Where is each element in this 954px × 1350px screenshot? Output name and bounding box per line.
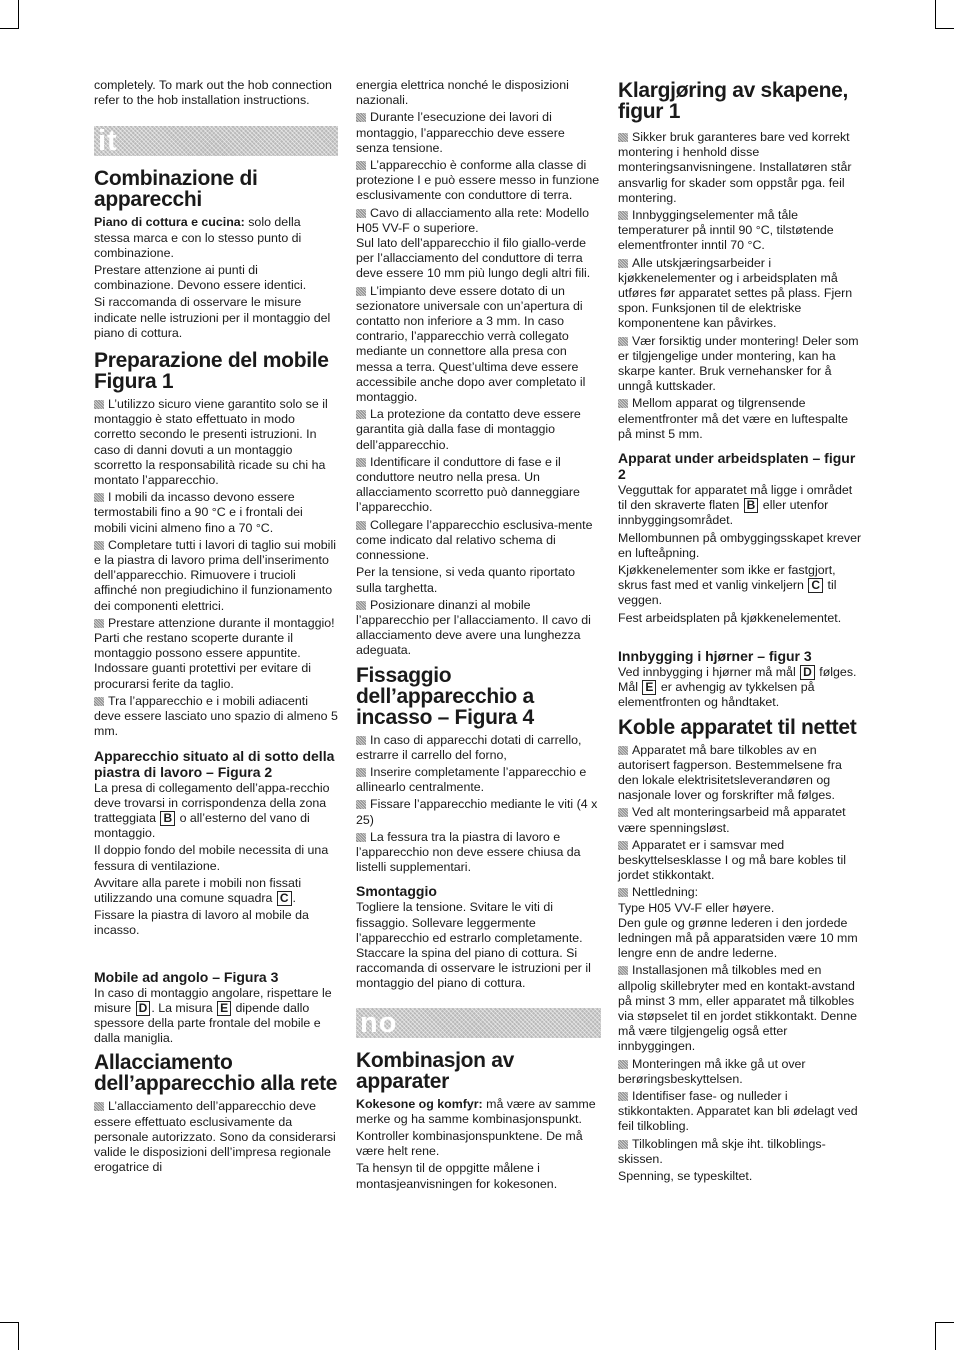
label-box-d: D [800, 665, 815, 680]
text: Ved innbygging i hjørner må mål [618, 664, 796, 679]
bullet-item [356, 284, 601, 406]
bullet-icon [356, 458, 366, 467]
text: Installasjonen må tilkobles med en allpolig skillebryter med en kontakt-avstand på minst 3 mm, eller apparatet må tilkobles via støpselet til en jordet stikkontakt. Denne må være tilgjengelig også etter innbyggingen. [618, 963, 857, 1054]
bullet-icon [618, 133, 628, 142]
bullet-item [356, 110, 601, 156]
text: La protezione da contatto deve essere garantita già dalla fase di montaggio dell’apparecchio. [356, 407, 581, 452]
bullet-icon [356, 601, 366, 610]
text: Sikker bruk garanteres bare ved korrekt montering i henhold disse monteringsanvisningene. Installatøren står ansvarlig for skader som oppstår pga. feil montering. [618, 130, 852, 205]
bullet-icon [94, 493, 104, 502]
paragraph: Per la tensione, si veda quanto riportato sulla targhetta. [356, 565, 576, 595]
text: må være av samme merke og ha samme kombinasjonspunkt. [356, 1096, 596, 1126]
heading-combinazione: Combinazione di apparecchi [94, 167, 258, 212]
paragraph: Il doppio fondo del mobile necessita di una fessura di ventilazione. [94, 843, 329, 873]
bullet-icon [618, 808, 628, 817]
paragraph [94, 781, 338, 842]
bullet-item [618, 334, 862, 395]
text: Apparatet er i samsvar med beskyttelsesklasse I og må bare kobles til jordet stikkontakt. [618, 837, 846, 883]
bullet-icon [356, 833, 366, 842]
paragraph: Mellombunnen på ombyggingsskapet krever en lufteåpning. [618, 530, 862, 560]
text: solo della stessa marca e con lo stesso punto di combinazione. [94, 215, 302, 260]
paragraph [618, 665, 862, 711]
language-banner-it [94, 126, 338, 156]
paragraph [356, 1097, 601, 1127]
heading-smontaggio: Smontaggio [356, 883, 437, 900]
bullet-icon [94, 619, 104, 628]
text: L’impianto deve essere dotato di un sezionatore universale con un’apertura di contatto non inferiore a 3 mm. In caso contrario, l’apparecchio verrà collegato mediante un connettore alla presa con messa a terra. Quest’ultima deve essere accessibile anche dopo aver completato il montaggio. [356, 283, 586, 405]
paragraph [94, 986, 338, 1047]
crop-mark-bottom-right-h [935, 1322, 954, 1323]
bullet-item [618, 1089, 862, 1135]
paragraph [94, 876, 338, 906]
label-box-c: C [808, 578, 823, 593]
bullet-item [618, 743, 862, 804]
bullet-icon [356, 736, 366, 745]
crop-mark-bottom-right [935, 1322, 936, 1350]
heading-koble: Koble apparatet til nettet [618, 715, 857, 739]
bullet-icon [94, 400, 104, 409]
bullet-item [618, 885, 862, 900]
bullet-icon [618, 399, 628, 408]
crop-mark-top-right-h [935, 28, 954, 29]
bullet-icon [618, 211, 628, 220]
bullet-icon [356, 521, 366, 530]
bullet-icon [618, 1092, 628, 1101]
text: til veggen. [618, 578, 837, 608]
bullet-item [618, 130, 862, 206]
text: Mellom apparat og tilgrensende elementfronter må det være en luftespalte på minst 5 mm. [618, 396, 849, 441]
text: dipende dallo spessore della parte frontale del mobile e dalla maniglia. [94, 1000, 321, 1046]
crop-mark-bottom-left [18, 1322, 19, 1350]
heading-allacciamento: Allacciamento dell’apparecchio alla rete [94, 1051, 338, 1096]
paragraph: Si raccomanda di osservare le misure indicate nelle istruzioni per il montaggio del piano di cottura. [94, 295, 331, 340]
text: o all’esterno del vano di montaggio. [94, 810, 310, 841]
bullet-item [356, 733, 601, 763]
text: følges. Mål [618, 664, 857, 695]
bullet-item [618, 1137, 862, 1167]
paragraph: energia elettrica nonché le disposizioni nazionali. [356, 78, 569, 108]
label-piano: Piano di cottura e cucina: [94, 215, 245, 230]
bullet-icon [356, 287, 366, 296]
text: Completare tutti i lavori di taglio sui mobili e la piastra di lavoro prima dell’inserimento dell’apparecchio. Rimuovere i trucioli affinché non pregiudichino il funzionamento dei componenti elettrici. [94, 537, 336, 613]
paragraph: Spenning, se typeskiltet. [618, 1168, 753, 1183]
bullet-icon [618, 746, 628, 755]
label-box-d: D [136, 1001, 151, 1016]
bullet-item [94, 1099, 338, 1175]
bullet-item [618, 208, 862, 254]
bullet-icon [356, 161, 366, 170]
bullet-item [356, 407, 601, 453]
bullet-item [356, 598, 601, 659]
text: Ved alt monteringsarbeid må apparatet være spenningsløst. [618, 805, 846, 835]
bullet-item [94, 397, 338, 488]
text: Tilkoblingen må skje iht. tilkoblings-skissen. [618, 1136, 826, 1166]
bullet-item [94, 616, 338, 692]
text: I mobili da incasso devono essere termostabili fino a 90 °C e i frontali dei mobili vicini almeno fino a 70 °C. [94, 490, 303, 535]
bullet-item [618, 838, 862, 884]
bullet-icon [356, 410, 366, 419]
bullet-item [618, 805, 862, 835]
label-box-e: E [217, 1001, 231, 1016]
heading-klargjoring: Klargjøring av skapene, figur 1 [618, 79, 849, 123]
bullet-icon [94, 697, 104, 706]
bullet-icon [356, 800, 366, 809]
crop-mark-bottom-left-h [0, 1322, 19, 1323]
heading-preparazione: Preparazione del mobile Figura 1 [94, 349, 329, 394]
label-kokesone: Kokesone og komfyr: [356, 1096, 483, 1111]
text: Collegare l’apparecchio esclusiva-mente come indicato dal relativo schema di connessione. [356, 517, 593, 563]
text: Innbyggingselementer må tåle temperaturer på inntil 90 °C, tilstøtende elementfronter inntil 70 °C. [618, 208, 834, 253]
bullet-item [356, 765, 601, 795]
bullet-item [94, 694, 338, 740]
bullet-item [618, 256, 862, 332]
paragraph: Kontroller kombinasjonspunktene. De må være helt rene. [356, 1128, 583, 1159]
text: . [292, 890, 296, 905]
text: L’allacciamento dell’apparecchio deve essere effettuato esclusivamente da personale autorizzato. Sono da considerarsi valide le disposizioni dell’impresa regionale erogatrice di [94, 1099, 336, 1175]
bullet-icon [356, 113, 366, 122]
crop-mark-top-right [935, 0, 936, 28]
bullet-item [94, 490, 338, 536]
text: Identificare il conduttore di fase e il conduttore neutro nella presa. Un allacciamento scorretto può danneggiare l’apparecchio. [356, 454, 580, 515]
bullet-item [618, 1057, 862, 1087]
bullet-item [356, 518, 601, 564]
paragraph: Prestare attenzione ai punti di combinazione. Devono essere identici. [94, 263, 307, 293]
text: Apparatet må bare tilkobles av en autorisert fagperson. Bestemmelsene fra den lokale elektrisitetsleverandøren og nasjonale lover og forskrifter må følges. [618, 742, 842, 803]
paragraph: Fissare la piastra di lavoro al mobile da incasso. [94, 908, 309, 938]
text: Durante l’esecuzione dei lavori di montaggio, l’apparecchio deve essere senza tensione. [356, 110, 565, 155]
column-2 [356, 78, 601, 1194]
paragraph: Sul lato dell’apparecchio il filo giallo-verde per l’allacciamento del conduttore di terra deve essere 10 mm più lungo degli altri fili. [356, 236, 591, 281]
text: . La misura [151, 1000, 213, 1015]
bullet-item [618, 396, 862, 442]
bullet-icon [94, 541, 104, 550]
text: Prestare attenzione durante il montaggio! Parti che restano scoperte durante il montaggio possono essere appuntite. Indossare guanti protettivi per evitare di procurarsi ferite da taglio. [94, 615, 335, 691]
text: Nettledning: [632, 885, 699, 900]
paragraph [94, 215, 338, 261]
paragraph: Fest arbeidsplaten på kjøkkenelementet. [618, 610, 842, 625]
text: In caso di apparecchi dotati di carrello, estrarre il carrello del forno, [356, 732, 582, 762]
label-box-b: B [744, 498, 759, 513]
text: Vær forsiktig under montering! Deler som er tilgjengelige under montering, kan ha skarpe kanter. Bruk vernehansker for å unngå kuttskader. [618, 333, 859, 394]
column-1 [94, 78, 338, 1177]
text: L’apparecchio è conforme alla classe di protezione I e può essere messo in funzione esclusivamente con conduttore di terra. [356, 158, 600, 203]
bullet-icon [618, 1060, 628, 1069]
paragraph: Togliere la tensione. Svitare le viti di fissaggio. Sollevare leggermente l’apparecchio ed estrarlo completamente. Staccare la spina del piano di cottura. Si raccomanda di osservare le istruzioni per il montaggio del piano di cottura. [356, 900, 591, 991]
crop-mark-top-left [18, 0, 19, 28]
bullet-item [356, 797, 601, 827]
bullet-icon [356, 768, 366, 777]
bullet-icon [618, 841, 628, 850]
text: eller utenfor innbyggingsområdet. [618, 498, 829, 528]
language-code: no [360, 1006, 398, 1039]
bullet-item [94, 538, 338, 614]
bullet-item [618, 963, 862, 1054]
paragraph: Den gule og grønne lederen i den jordede ledningen må på apparatsiden være 10 mm lengre enn de andre lederne. [618, 915, 858, 961]
bullet-item [356, 455, 601, 516]
paragraph [618, 483, 862, 529]
label-box-c: C [277, 891, 292, 906]
text: Fissare l’apparecchio mediante le viti (4 x 25) [356, 797, 598, 827]
intro-text: completely. To mark out the hob connection refer to the hob installation instructions. [94, 78, 332, 108]
bullet-icon [618, 888, 628, 897]
heading-apparat: Apparat under arbeidsplaten – figur 2 [618, 450, 856, 483]
label-box-b: B [160, 811, 175, 826]
text: Cavo di allacciamento alla rete: Modello H05 VV-F o superiore. [356, 205, 590, 235]
bullet-icon [618, 259, 628, 268]
bullet-item [356, 206, 601, 236]
text: L’utilizzo sicuro viene garantito solo se il montaggio è stato effettuato in modo corretto secondo le presenti istruzioni. In caso di danni dovuti a un montaggio scorretto la responsabilità ricade su chi ha montato l’apparecchio. [94, 397, 328, 488]
bullet-icon [94, 1102, 104, 1111]
text: Tra l’apparecchio e i mobili adiacenti deve essere lasciato uno spazio di almeno 5 mm. [94, 693, 338, 739]
text: La presa di collegamento dell’appa-recchio deve trovarsi in corrispondenza della zona tratteggiata [94, 780, 330, 825]
text: Identifiser fase- og nulleder i stikkontakten. Apparatet kan bli ødelagt ved feil tilkobling. [618, 1088, 858, 1134]
heading-angolo: Mobile ad angolo – Figura 3 [94, 968, 279, 985]
paragraph: Ta hensyn til de oppgitte målene i montasjeanvisningen for kokesonen. [356, 1161, 558, 1191]
heading-fissaggio: Fissaggio dell’apparecchio a incasso – Figura 4 [356, 663, 534, 729]
paragraph: Type H05 VV-F eller høyere. [618, 900, 775, 915]
bullet-icon [618, 966, 628, 975]
bullet-icon [618, 1140, 628, 1149]
text: Posizionare dinanzi al mobile l’apparecchio per l’allacciamento. Il cavo di allacciamento deve avere una lunghezza adeguata. [356, 597, 591, 658]
text: In caso di montaggio angolare, rispettare le misure [94, 985, 332, 1015]
language-code: it [98, 125, 118, 158]
text: Alle utskjæringsarbeider i kjøkkenelementer og i arbeidsplaten må utføres før apparatet settes på plass. Fjern spon. Funksjonen til de elektriske komponentene kan påvirkes. [618, 255, 853, 331]
heading-apparecchio: Apparecchio situato al di sotto della piastra di lavoro – Figura 2 [94, 747, 335, 780]
heading-hjorner: Innbygging i hjørner – figur 3 [618, 647, 812, 664]
text: Vegguttak for apparatet må ligge i området til den skraverte flaten [618, 483, 853, 513]
paragraph [618, 563, 862, 609]
bullet-icon [356, 209, 366, 218]
bullet-icon [618, 337, 628, 346]
text: Monteringen må ikke gå ut over berøringsbeskyttelsen. [618, 1056, 806, 1086]
text: Kjøkkenelementer som ikke er fastgjort, skrus fast med et vanlig vinkeljern [618, 563, 836, 593]
text: er avhengig av tykkelsen på elementfronten og håndtaket. [618, 680, 815, 710]
column-3 [618, 78, 862, 1186]
heading-kombinasjon: Kombinasjon av apparater [356, 1048, 514, 1093]
text: La fessura tra la piastra di lavoro e l’apparecchio non deve essere chiusa da listelli supplementari. [356, 829, 581, 875]
bullet-item [356, 158, 601, 204]
crop-mark-top-left-h [0, 28, 19, 29]
label-box-e: E [642, 680, 656, 695]
bullet-item [356, 830, 601, 876]
text: Avvitare alla parete i mobili non fissati utilizzando una comune squadra [94, 875, 302, 905]
language-banner-no [356, 1008, 601, 1038]
text: Inserire completamente l’apparecchio e allinearlo centralmente. [356, 764, 587, 795]
